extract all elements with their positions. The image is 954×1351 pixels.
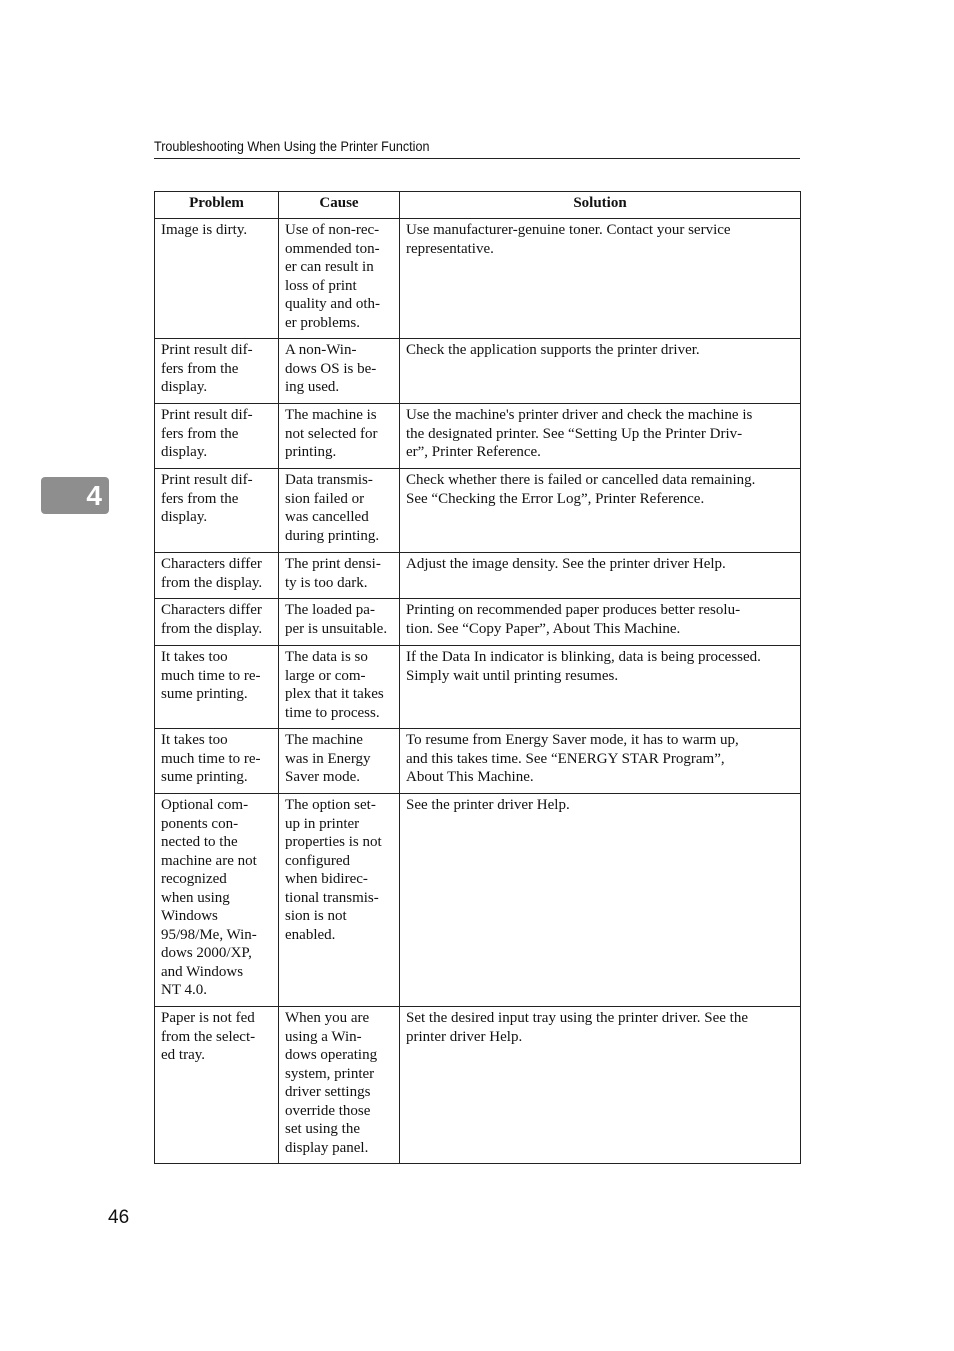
problem-text-line: Print result dif-: [161, 342, 253, 358]
solution-text-line: tion. See “Copy Paper”, About This Machine.: [406, 620, 681, 637]
cause-text-line: override those: [285, 1102, 371, 1119]
cause-text-line: The machine is: [285, 407, 377, 423]
cell-solution: [400, 339, 801, 404]
solution-text-line: the designated printer. See “Setting Up the Printer Driv-: [406, 425, 743, 442]
cell-problem: [155, 553, 279, 599]
table-row: [155, 646, 801, 729]
cause-text-line: set using the: [285, 1121, 360, 1137]
column-header-solution: Solution: [400, 192, 801, 219]
cause-text-line: driver settings: [285, 1084, 371, 1100]
cell-cause: [279, 404, 400, 469]
solution-text-line: and this takes time. See “ENERGY STAR Program”,: [406, 750, 725, 767]
cell-cause: [279, 469, 400, 553]
cause-text-line: printing.: [285, 444, 337, 460]
cause-text-line: dows operating: [285, 1047, 378, 1063]
cell-solution: [400, 729, 801, 794]
cause-text-line: The option set-: [285, 797, 376, 813]
cell-cause: [279, 729, 400, 794]
problem-text-line: Characters differ: [161, 556, 262, 572]
problem-text-line: display.: [161, 379, 208, 395]
table-row: [155, 1007, 801, 1164]
cell-solution: [400, 646, 801, 729]
problem-text-line: NT 4.0.: [161, 982, 207, 998]
problem-text-line: ed tray.: [161, 1047, 206, 1063]
cell-problem: [155, 794, 279, 1007]
problem-text-line: from the display.: [161, 620, 263, 637]
column-header-cause: Cause: [279, 192, 400, 219]
problem-text-line: display.: [161, 509, 208, 525]
cause-text-line: system, printer: [285, 1065, 375, 1082]
cause-text-line: The print densi-: [285, 556, 381, 572]
cause-text-line: Saver mode.: [285, 769, 360, 785]
cause-text-line: The data is so: [285, 649, 368, 665]
cause-text-line: when bidirec-: [285, 871, 368, 887]
cell-cause: [279, 646, 400, 729]
problem-text-line: much time to re-: [161, 750, 261, 767]
cell-cause: [279, 794, 400, 1007]
cell-cause: [279, 599, 400, 646]
cause-text-line: ing used.: [285, 379, 340, 395]
solution-text-line: Check the application supports the printer driver.: [406, 342, 700, 358]
solution-text-line: Set the desired input tray using the printer driver. See the: [406, 1010, 748, 1026]
table-row: [155, 219, 801, 339]
problem-text-line: from the display.: [161, 574, 263, 591]
problem-text-line: nected to the: [161, 834, 238, 850]
cell-cause: [279, 553, 400, 599]
column-header-problem: Problem: [155, 192, 279, 219]
cause-text-line: up in printer: [285, 815, 360, 832]
cause-text-line: not selected for: [285, 425, 378, 442]
solution-text-line: printer driver Help.: [406, 1028, 523, 1045]
cell-solution: [400, 219, 801, 339]
problem-text-line: machine are not: [161, 852, 257, 869]
cell-problem: [155, 646, 279, 729]
page-number: 46: [108, 1207, 130, 1228]
problem-text-line: fers from the: [161, 490, 239, 507]
cause-text-line: quality and oth-: [285, 296, 380, 312]
cause-text-line: large or com-: [285, 667, 366, 684]
problem-text-line: Windows: [161, 908, 218, 924]
table-row: [155, 599, 801, 646]
cause-text-line: er problems.: [285, 314, 360, 331]
problem-text-line: Paper is not fed: [161, 1010, 255, 1026]
cell-problem: [155, 729, 279, 794]
problem-text-line: Print result dif-: [161, 472, 253, 488]
cell-solution: [400, 404, 801, 469]
problem-text-line: sume printing.: [161, 686, 248, 702]
solution-text-line: Printing on recommended paper produces better resolu-: [406, 602, 741, 618]
cell-problem: [155, 469, 279, 553]
problem-text-line: Image is dirty.: [161, 222, 248, 238]
table-row: [155, 469, 801, 553]
table-row: [155, 404, 801, 469]
problem-text-line: from the select-: [161, 1028, 256, 1045]
cause-text-line: plex that it takes: [285, 686, 384, 702]
cell-problem: [155, 404, 279, 469]
problem-text-line: ponents con-: [161, 815, 239, 832]
solution-text-line: Check whether there is failed or cancelled data remaining.: [406, 472, 756, 488]
cause-text-line: tional transmis-: [285, 889, 379, 906]
troubleshooting-table: [154, 191, 801, 1164]
cause-text-line: ty is too dark.: [285, 574, 368, 591]
problem-text-line: Optional com-: [161, 797, 249, 813]
table-header-row: [155, 192, 801, 219]
solution-text-line: Adjust the image density. See the printer driver Help.: [406, 556, 726, 572]
problem-text-line: 95/98/Me, Win-: [161, 926, 257, 943]
cause-text-line: sion failed or: [285, 490, 365, 507]
table-row: [155, 553, 801, 599]
solution-text-line: If the Data In indicator is blinking, data is being processed.: [406, 649, 761, 665]
cell-problem: [155, 339, 279, 404]
cause-text-line: sion is not: [285, 908, 347, 924]
cause-text-line: When you are: [285, 1010, 370, 1026]
cause-text-line: during printing.: [285, 527, 380, 544]
cell-solution: [400, 469, 801, 553]
table-row: [155, 729, 801, 794]
problem-text-line: sume printing.: [161, 769, 248, 785]
cell-cause: [279, 219, 400, 339]
cause-text-line: Data transmis-: [285, 472, 373, 488]
cause-text-line: A non-Win-: [285, 342, 357, 358]
cause-text-line: The loaded pa-: [285, 602, 375, 618]
problem-text-line: It takes too: [161, 649, 228, 665]
problem-text-line: fers from the: [161, 425, 239, 442]
problem-text-line: display.: [161, 444, 208, 460]
solution-text-line: Use the machine's printer driver and check the machine is: [406, 407, 753, 423]
cell-solution: [400, 599, 801, 646]
cell-cause: [279, 339, 400, 404]
cell-problem: [155, 1007, 279, 1164]
cell-solution: [400, 553, 801, 599]
problem-text-line: dows 2000/XP,: [161, 945, 252, 961]
problem-text-line: recognized: [161, 871, 227, 887]
problem-text-line: when using: [161, 889, 230, 906]
solution-text-line: To resume from Energy Saver mode, it has to warm up,: [406, 732, 739, 748]
table-row: [155, 339, 801, 404]
table-body: [155, 219, 801, 1164]
solution-text-line: representative.: [406, 240, 494, 257]
solution-text-line: er”, Printer Reference.: [406, 444, 541, 460]
cause-text-line: The machine: [285, 732, 363, 748]
table-row: [155, 794, 801, 1007]
solution-text-line: Simply wait until printing resumes.: [406, 667, 619, 684]
cause-text-line: was in Energy: [285, 750, 371, 767]
cause-text-line: properties is not: [285, 834, 382, 850]
solution-text-line: About This Machine.: [406, 769, 534, 785]
solution-text-line: See the printer driver Help.: [406, 797, 570, 813]
running-header: Troubleshooting When Using the Printer Function: [154, 138, 430, 154]
problem-text-line: It takes too: [161, 732, 228, 748]
chapter-tab: 4: [41, 477, 109, 514]
problem-text-line: much time to re-: [161, 667, 261, 684]
cause-text-line: er can result in: [285, 259, 374, 275]
problem-text-line: and Windows: [161, 963, 244, 980]
cause-text-line: using a Win-: [285, 1028, 362, 1045]
cause-text-line: time to process.: [285, 704, 380, 721]
solution-text-line: See “Checking the Error Log”, Printer Reference.: [406, 490, 705, 507]
cause-text-line: per is unsuitable.: [285, 620, 388, 637]
cause-text-line: loss of print: [285, 277, 357, 294]
cell-solution: [400, 794, 801, 1007]
problem-text-line: fers from the: [161, 360, 239, 377]
solution-text-line: Use manufacturer-genuine toner. Contact your service: [406, 222, 731, 238]
header-rule: [154, 158, 800, 159]
cell-cause: [279, 1007, 400, 1164]
cause-text-line: enabled.: [285, 926, 336, 943]
cause-text-line: was cancelled: [285, 509, 369, 525]
problem-text-line: Print result dif-: [161, 407, 253, 423]
cause-text-line: display panel.: [285, 1139, 369, 1156]
cause-text-line: ommended ton-: [285, 240, 380, 257]
problem-text-line: Characters differ: [161, 602, 262, 618]
cause-text-line: configured: [285, 852, 350, 869]
cell-problem: [155, 599, 279, 646]
cell-problem: [155, 219, 279, 339]
cause-text-line: dows OS is be-: [285, 360, 377, 377]
cell-solution: [400, 1007, 801, 1164]
cause-text-line: Use of non-rec-: [285, 222, 380, 238]
